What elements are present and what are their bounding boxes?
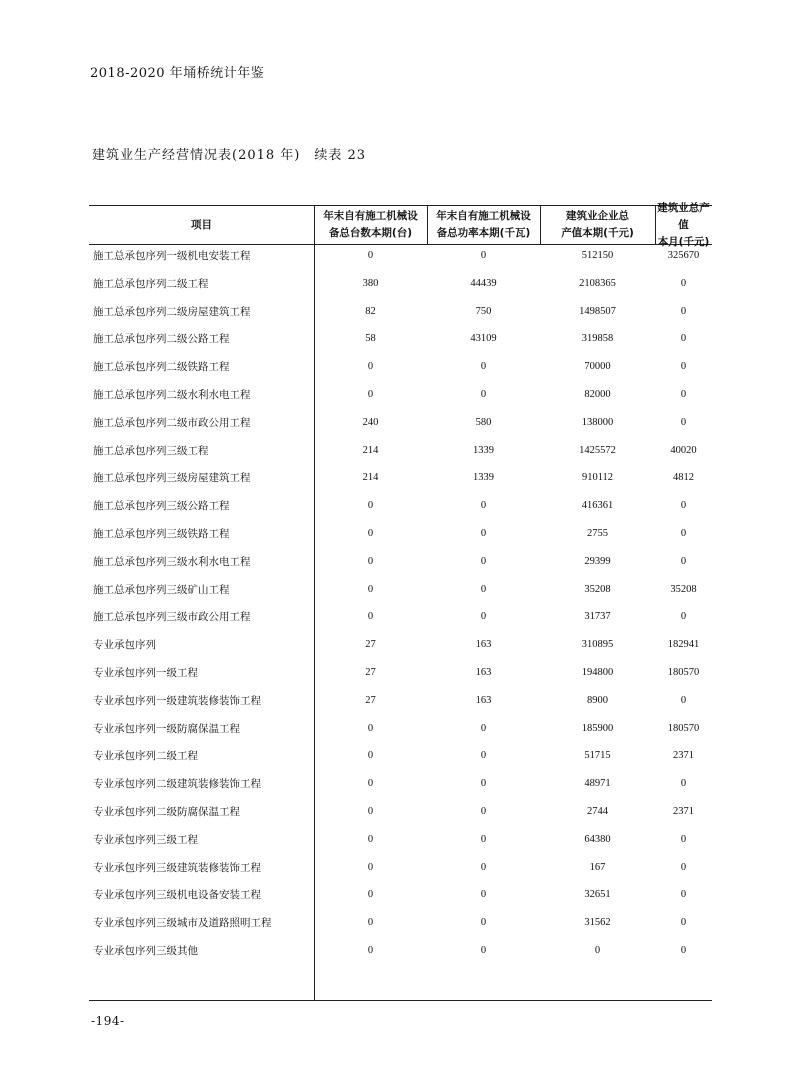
row-value: 0 <box>367 917 374 929</box>
row-value: 0 <box>367 861 374 873</box>
row-label: 专业承包序列三级工程 <box>93 833 198 846</box>
row-value: 82 <box>365 305 376 317</box>
row-label: 施工总承包序列二级铁路工程 <box>93 361 230 374</box>
row-label: 施工总承包序列三级水利水电工程 <box>93 555 251 568</box>
row-value: 2108365 <box>579 277 616 289</box>
row-value: 0 <box>680 333 687 345</box>
row-value: 182941 <box>667 639 700 651</box>
row-label: 施工总承包序列二级工程 <box>93 277 209 290</box>
row-value: 0 <box>480 555 487 567</box>
row-label: 专业承包序列二级防腐保温工程 <box>93 806 240 818</box>
column-divider <box>314 206 315 1000</box>
row-value: 29399 <box>584 555 611 567</box>
table-row <box>89 885 712 905</box>
column-header-line: 建筑业企业总 <box>565 210 629 222</box>
row-value: 0 <box>680 555 687 567</box>
table-row <box>89 635 712 655</box>
row-value: 0 <box>480 917 487 929</box>
page-number: -194- <box>91 1014 125 1028</box>
row-value: 0 <box>367 945 374 956</box>
column-header-line: 年末自有施工机械设 <box>436 210 531 222</box>
table-row <box>89 941 712 961</box>
row-value: 0 <box>367 778 374 790</box>
row-label: 施工总承包序列二级公路工程 <box>93 333 230 346</box>
table-row <box>89 858 712 878</box>
row-value: 0 <box>480 806 487 817</box>
row-value: 1339 <box>473 472 494 484</box>
row-value: 35208 <box>584 583 611 595</box>
row-label: 施工总承包序列三级公路工程 <box>93 500 230 513</box>
row-value: 32651 <box>584 889 611 901</box>
row-value: 0 <box>680 277 687 289</box>
row-value: 0 <box>367 555 374 567</box>
row-label: 施工总承包序列三级矿山工程 <box>93 583 230 596</box>
row-label: 施工总承包序列二级房屋建筑工程 <box>93 305 251 318</box>
row-value: 310895 <box>581 639 614 651</box>
row-value: 0 <box>480 833 487 845</box>
row-label: 专业承包序列二级建筑装修装饰工程 <box>93 778 261 791</box>
table-row <box>89 913 712 933</box>
row-label: 专业承包序列三级城市及道路照明工程 <box>93 917 272 930</box>
row-label: 专业承包序列三级建筑装修装饰工程 <box>93 861 261 874</box>
table-row <box>89 580 712 600</box>
row-value: 0 <box>480 528 487 539</box>
table-title <box>92 144 366 163</box>
row-value: 0 <box>680 611 687 623</box>
table-continued-label: 续表 23 <box>314 148 367 163</box>
row-value: 194800 <box>581 667 614 678</box>
row-value: 1339 <box>473 444 494 456</box>
row-value: 0 <box>680 500 687 512</box>
table-row <box>89 607 712 627</box>
row-value: 0 <box>480 500 487 512</box>
row-label: 施工总承包序列三级工程 <box>93 444 209 457</box>
row-value: 27 <box>365 667 376 678</box>
row-value: 27 <box>365 694 376 706</box>
row-value: 0 <box>680 305 687 317</box>
column-header-line: 项目 <box>191 218 212 231</box>
table-row <box>89 830 712 850</box>
row-value: 2744 <box>587 806 608 817</box>
table-row <box>89 302 712 322</box>
row-value: 0 <box>367 722 374 734</box>
row-value: 240 <box>362 416 379 428</box>
row-value: 0 <box>367 806 374 817</box>
table-row <box>89 802 712 822</box>
column-divider <box>427 206 428 244</box>
row-value: 0 <box>367 611 374 623</box>
row-value: 0 <box>367 833 374 845</box>
table-row <box>89 468 712 488</box>
row-value: 0 <box>480 778 487 790</box>
column-header-line: 产值本期(千元) <box>561 227 634 239</box>
row-value: 0 <box>680 361 687 373</box>
row-value: 27 <box>365 639 376 651</box>
row-label: 专业承包序列三级其他 <box>93 945 198 957</box>
row-value: 0 <box>480 722 487 734</box>
row-value: 0 <box>367 750 374 762</box>
row-value: 0 <box>680 833 687 845</box>
row-label: 专业承包序列一级建筑装修装饰工程 <box>93 694 261 707</box>
row-label: 施工总承包序列一级机电安装工程 <box>93 250 251 262</box>
row-value: 167 <box>589 861 606 873</box>
table-row <box>89 552 712 572</box>
row-value: 0 <box>367 389 374 400</box>
row-value: 180570 <box>667 667 700 678</box>
table-row <box>89 691 712 711</box>
row-value: 380 <box>362 277 379 289</box>
row-value: 0 <box>480 583 487 595</box>
row-value: 0 <box>480 750 487 762</box>
row-value: 0 <box>680 917 687 929</box>
row-value: 35208 <box>670 583 697 595</box>
row-value: 0 <box>367 583 374 595</box>
row-value: 0 <box>594 945 601 956</box>
column-header-line: 备总台数本期(台) <box>328 227 413 239</box>
row-value: 750 <box>475 305 492 317</box>
column-divider <box>655 206 656 244</box>
row-label: 施工总承包序列二级水利水电工程 <box>93 389 251 401</box>
row-label: 专业承包序列一级防腐保温工程 <box>93 722 240 735</box>
table-row <box>89 413 712 433</box>
row-value: 0 <box>680 861 687 873</box>
row-value: 0 <box>367 500 374 512</box>
row-value: 0 <box>367 889 374 901</box>
row-value: 138000 <box>581 416 614 428</box>
row-value: 0 <box>680 416 687 428</box>
table-row <box>89 329 712 349</box>
row-value: 163 <box>475 667 492 678</box>
column-header <box>540 206 655 244</box>
table-row <box>89 246 712 266</box>
column-header-line: 本月(千元) <box>657 235 710 248</box>
row-value: 82000 <box>584 389 611 400</box>
row-value: 214 <box>362 444 379 456</box>
column-header-line: 建筑业总产值 <box>657 201 710 231</box>
row-value: 1498507 <box>579 305 616 317</box>
running-header: 2018-2020 年埇桥统计年鉴 <box>90 66 265 81</box>
table-row <box>89 774 712 794</box>
row-value: 0 <box>480 250 487 261</box>
column-header <box>89 206 314 244</box>
column-header-line: 备总功率本期(千瓦) <box>436 227 531 239</box>
row-value: 0 <box>367 361 374 373</box>
row-value: 0 <box>680 945 687 956</box>
row-value: 163 <box>475 694 492 706</box>
row-value: 0 <box>680 694 687 706</box>
table-row <box>89 441 712 461</box>
column-header-line: 年末自有施工机械设 <box>323 210 418 222</box>
row-value: 163 <box>475 639 492 651</box>
table-row <box>89 496 712 516</box>
row-value: 51715 <box>584 750 611 762</box>
row-value: 416361 <box>581 500 614 512</box>
row-value: 580 <box>475 416 492 428</box>
table-row <box>89 746 712 766</box>
row-value: 0 <box>480 861 487 873</box>
row-value: 0 <box>480 361 487 373</box>
row-value: 0 <box>480 389 487 400</box>
column-header <box>655 201 712 248</box>
row-value: 0 <box>480 611 487 623</box>
row-value: 0 <box>480 945 487 956</box>
row-value: 319858 <box>581 333 614 345</box>
table-row <box>89 274 712 294</box>
column-divider <box>540 206 541 244</box>
row-value: 70000 <box>584 361 611 373</box>
row-value: 1425572 <box>579 444 616 456</box>
row-label: 专业承包序列二级工程 <box>93 750 198 763</box>
row-value: 325670 <box>667 250 700 261</box>
row-label: 施工总承包序列三级房屋建筑工程 <box>93 472 251 485</box>
column-header <box>427 206 540 244</box>
row-value: 2371 <box>673 806 694 817</box>
row-value: 0 <box>680 528 687 539</box>
row-label: 施工总承包序列三级市政公用工程 <box>93 611 251 624</box>
row-value: 910112 <box>581 472 614 484</box>
column-header <box>314 206 427 244</box>
row-value: 0 <box>367 528 374 539</box>
row-value: 185900 <box>581 722 614 734</box>
row-value: 2371 <box>673 750 694 762</box>
row-value: 0 <box>367 250 374 261</box>
table-row <box>89 719 712 739</box>
row-value: 4812 <box>673 472 694 484</box>
row-value: 8900 <box>587 694 608 706</box>
row-value: 58 <box>365 333 376 345</box>
row-label: 专业承包序列一级工程 <box>93 667 198 679</box>
row-value: 0 <box>680 389 687 400</box>
row-value: 40020 <box>670 444 697 456</box>
row-value: 31562 <box>584 917 611 929</box>
table-row <box>89 663 712 683</box>
row-value: 48971 <box>584 778 611 790</box>
table-row <box>89 357 712 377</box>
row-value: 512150 <box>581 250 614 261</box>
statistics-table <box>89 201 712 1001</box>
table-header <box>89 201 712 248</box>
row-value: 43109 <box>470 333 497 345</box>
row-value: 44439 <box>470 277 497 289</box>
row-value: 214 <box>362 472 379 484</box>
row-value: 180570 <box>667 722 700 734</box>
row-value: 31737 <box>584 611 611 623</box>
row-value: 0 <box>680 889 687 901</box>
row-label: 专业承包序列 <box>93 639 156 652</box>
row-value: 64380 <box>584 833 611 845</box>
row-label: 施工总承包序列二级市政公用工程 <box>93 416 251 429</box>
row-label: 专业承包序列三级机电设备安装工程 <box>93 889 261 902</box>
row-value: 2755 <box>587 528 608 539</box>
row-label: 施工总承包序列三级铁路工程 <box>93 528 230 540</box>
row-value: 0 <box>480 889 487 901</box>
table-row <box>89 524 712 544</box>
table-row <box>89 385 712 405</box>
row-value: 0 <box>680 778 687 790</box>
table-title-text: 建筑业生产经营情况表(2018 年) <box>92 148 301 163</box>
